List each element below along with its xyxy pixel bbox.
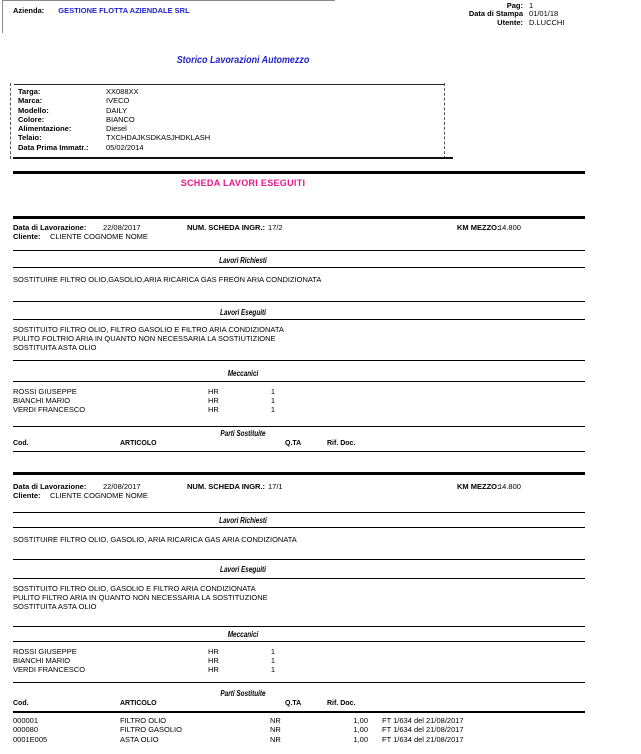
mechanic-name: VERDI FRANCESCO <box>13 665 86 674</box>
vehicle-box-bottom-border <box>13 157 453 159</box>
data-stampa-label: Data di Stampa <box>468 9 523 19</box>
divider-line <box>13 472 585 475</box>
divider-line <box>13 451 585 452</box>
divider-line <box>13 559 585 560</box>
part-unit: NR <box>270 725 281 735</box>
num-scheda-label: NUM. SCHEDA INGR.: <box>187 223 266 232</box>
section-title-parti-sostituite: Parti Sostituite <box>220 689 266 698</box>
field-value: BIANCO <box>106 114 135 124</box>
vehicle-row <box>18 133 210 142</box>
part-qty: 1,00 <box>353 716 368 725</box>
pag-label: Pag: <box>506 1 523 10</box>
mechanic-qty: 1 <box>270 396 275 405</box>
mechanic-unit: HR <box>208 647 219 656</box>
divider-line <box>13 381 585 382</box>
vehicle-row <box>18 96 210 105</box>
utente-label: Utente: <box>497 17 523 27</box>
user-row <box>420 19 600 27</box>
mechanic-qty: 1 <box>270 647 275 656</box>
divider-line <box>13 512 585 513</box>
pag-value: 1 <box>529 1 534 10</box>
mechanic-row <box>13 387 585 396</box>
part-article: FILTRO OLIO <box>120 716 167 725</box>
col-header-rif-doc: Rif. Doc. <box>327 700 356 707</box>
num-scheda-value: 17/2 <box>268 223 283 232</box>
km-mezzo-value: 14.800 <box>498 482 521 491</box>
mechanic-qty: 1 <box>270 387 275 396</box>
lavori-eseguiti-text <box>13 325 284 352</box>
part-unit: NR <box>270 716 281 725</box>
part-row <box>13 716 613 725</box>
part-doc-ref: FT 1/634 del 21/08/2017 <box>382 716 464 725</box>
field-value: DAILY <box>106 105 128 115</box>
part-code: 000001 <box>13 716 39 725</box>
part-article: ASTA OLIO <box>120 734 159 744</box>
mechanic-qty: 1 <box>270 405 275 414</box>
part-row <box>13 725 613 734</box>
divider-line <box>13 360 585 361</box>
col-header-rif-doc: Rif. Doc. <box>327 440 356 447</box>
print-meta <box>420 2 600 27</box>
mechanic-row <box>13 405 585 414</box>
col-header-cod: Cod. <box>13 700 29 707</box>
mechanic-unit: HR <box>208 396 219 405</box>
col-header-qta: Q.TA <box>285 440 302 447</box>
work-block-info <box>0 223 641 232</box>
part-qty: 1,00 <box>353 734 368 744</box>
mechanic-row <box>13 665 585 674</box>
mechanic-unit: HR <box>208 656 219 665</box>
divider-line <box>13 711 585 713</box>
divider-line <box>13 641 585 642</box>
vehicle-row <box>18 115 210 124</box>
lavoro-line: SOSTITUIRE FILTRO OLIO,GASOLIO,ARIA RICARICA GAS FREON ARIA CONDIZIONATA <box>13 275 322 284</box>
azienda-value: GESTIONE FLOTTA AZIENDALE SRL <box>58 6 190 15</box>
field-label: Colore: <box>18 114 45 124</box>
mechanic-unit: HR <box>208 387 219 396</box>
mechanic-name: VERDI FRANCESCO <box>13 405 86 414</box>
lavoro-line: SOSTITUITA ASTA OLIO <box>13 343 97 352</box>
divider-line <box>13 267 585 268</box>
mechanic-row <box>13 656 585 665</box>
work-block-client <box>0 232 641 241</box>
company-header <box>13 6 190 15</box>
parts-list <box>13 716 613 744</box>
data-lavorazione-label: Data di Lavorazione: <box>13 482 87 491</box>
field-label: Telaio: <box>18 133 42 143</box>
azienda-label: Azienda: <box>13 6 45 15</box>
section-title-meccanici: Meccanici <box>227 630 259 639</box>
mechanic-unit: HR <box>208 405 219 414</box>
mechanic-unit: HR <box>208 665 219 674</box>
meccanici-list <box>13 647 585 674</box>
lavoro-line: SOSTITUITO FILTRO OLIO, FILTRO GASOLIO E FILTRO ARIA CONDIZIONATA <box>13 325 284 334</box>
col-header-articolo: ARTICOLO <box>120 700 157 707</box>
page-frame-top-line <box>2 0 335 1</box>
lavoro-line: PULITO FOLTRIO ARIA IN QUANTO NON NECESSARIA LA SOSTIUTIZIONE <box>13 334 276 343</box>
num-scheda-label: NUM. SCHEDA INGR.: <box>187 482 266 491</box>
data-stampa-value: 01/01/18 <box>529 9 559 19</box>
lavori-eseguiti-text <box>13 584 268 611</box>
mechanic-qty: 1 <box>270 665 275 674</box>
field-label: Alimentazione: <box>18 124 72 134</box>
data-lavorazione-value: 22/08/2017 <box>103 482 141 491</box>
part-code: 0001E005 <box>13 734 48 744</box>
lavoro-line: SOSTITUITO FILTRO OLIO, GASOLIO E FILTRO ARIA CONDIZIONATA <box>13 584 256 593</box>
num-scheda-value: 17/1 <box>268 482 283 491</box>
page-title: Storico Lavorazioni Automezzo <box>176 54 310 66</box>
lavori-richiesti-text <box>13 275 321 284</box>
mechanic-name: BIANCHI MARIO <box>13 656 71 665</box>
mechanic-name: ROSSI GIUSEPPE <box>13 647 77 656</box>
divider-line <box>13 626 585 627</box>
section-title-parti-sostituite: Parti Sostituite <box>220 429 266 438</box>
divider-line <box>13 527 585 528</box>
mechanic-name: ROSSI GIUSEPPE <box>13 387 77 396</box>
data-lavorazione-value: 22/08/2017 <box>103 223 141 232</box>
data-lavorazione-label: Data di Lavorazione: <box>13 223 87 232</box>
divider-line <box>13 301 585 302</box>
km-mezzo-value: 14.800 <box>498 223 521 232</box>
field-label: Modello: <box>18 105 49 115</box>
part-qty: 1,00 <box>353 725 368 735</box>
section-title-lavori-richiesti: Lavori Richiesti <box>219 256 267 265</box>
divider-line <box>13 171 585 174</box>
work-block-client <box>0 491 641 500</box>
cliente-label: Cliente: <box>13 491 41 500</box>
vehicle-row <box>18 143 210 152</box>
section-title-lavori-richiesti: Lavori Richiesti <box>219 516 267 525</box>
part-doc-ref: FT 1/634 del 21/08/2017 <box>382 725 464 735</box>
mechanic-row <box>13 647 585 656</box>
divider-line <box>13 319 585 320</box>
mechanic-qty: 1 <box>270 656 275 665</box>
cliente-value: CLIENTE COGNOME NOME <box>50 491 148 500</box>
parts-table-header <box>13 699 585 707</box>
col-header-qta: Q.TA <box>285 700 302 707</box>
divider-line <box>13 578 585 579</box>
vehicle-box-right-border <box>444 83 445 159</box>
page-frame-left-line <box>2 0 3 33</box>
section-title-lavori-eseguiti: Lavori Eseguiti <box>220 308 266 317</box>
field-label: Data Prima Immatr.: <box>18 142 89 152</box>
field-label: Marca: <box>18 96 43 106</box>
km-mezzo-label: KM MEZZO: <box>457 223 500 232</box>
lavori-richiesti-text <box>13 535 297 544</box>
divider-line <box>13 426 585 427</box>
scheda-title: SCHEDA LAVORI ESEGUITI <box>180 178 306 188</box>
part-code: 000080 <box>13 725 39 735</box>
col-header-articolo: ARTICOLO <box>120 440 157 447</box>
field-value: Diesel <box>106 124 127 134</box>
part-doc-ref: FT 1/634 del 21/08/2017 <box>382 734 464 744</box>
field-value: IVECO <box>106 96 130 106</box>
field-value: TXCHDAJKSDKASJHDKLASH <box>106 133 211 143</box>
part-row <box>13 735 613 744</box>
divider-line <box>13 250 585 251</box>
divider-line <box>13 682 585 683</box>
field-value: 05/02/2014 <box>106 142 144 152</box>
mechanic-name: BIANCHI MARIO <box>13 396 71 405</box>
part-article: FILTRO GASOLIO <box>120 725 182 735</box>
vehicle-box-top-border <box>14 84 444 85</box>
vehicle-row <box>18 124 210 133</box>
section-title-lavori-eseguiti: Lavori Eseguiti <box>220 565 266 574</box>
km-mezzo-label: KM MEZZO: <box>457 482 500 491</box>
divider-line <box>13 216 585 219</box>
lavoro-line: SOSTITUITA ASTA OLIO <box>13 602 97 611</box>
col-header-cod: Cod. <box>13 440 29 447</box>
lavoro-line: SOSTITUIRE FILTRO OLIO, GASOLIO, ARIA RICARICA GAS ARIA CONDIZIONATA <box>13 535 297 544</box>
cliente-value: CLIENTE COGNOME NOME <box>50 232 148 241</box>
section-title-meccanici: Meccanici <box>227 369 259 378</box>
lavoro-line: PULITO FILTRO ARIA IN QUANTO NON NECESSARIA LA SOSTITUZIONE <box>13 593 268 602</box>
work-block-info <box>0 482 641 491</box>
vehicle-row <box>18 106 210 115</box>
field-value: XX088XX <box>106 87 139 96</box>
vehicle-row <box>18 87 210 96</box>
part-unit: NR <box>270 734 281 744</box>
utente-value: D.LUCCHI <box>529 17 565 27</box>
mechanic-row <box>13 396 585 405</box>
meccanici-list <box>13 387 585 414</box>
vehicle-box-left-border <box>10 83 11 159</box>
vehicle-info <box>18 87 210 152</box>
cliente-label: Cliente: <box>13 232 41 241</box>
parts-table-header <box>13 439 585 447</box>
field-label: Targa: <box>18 87 41 96</box>
